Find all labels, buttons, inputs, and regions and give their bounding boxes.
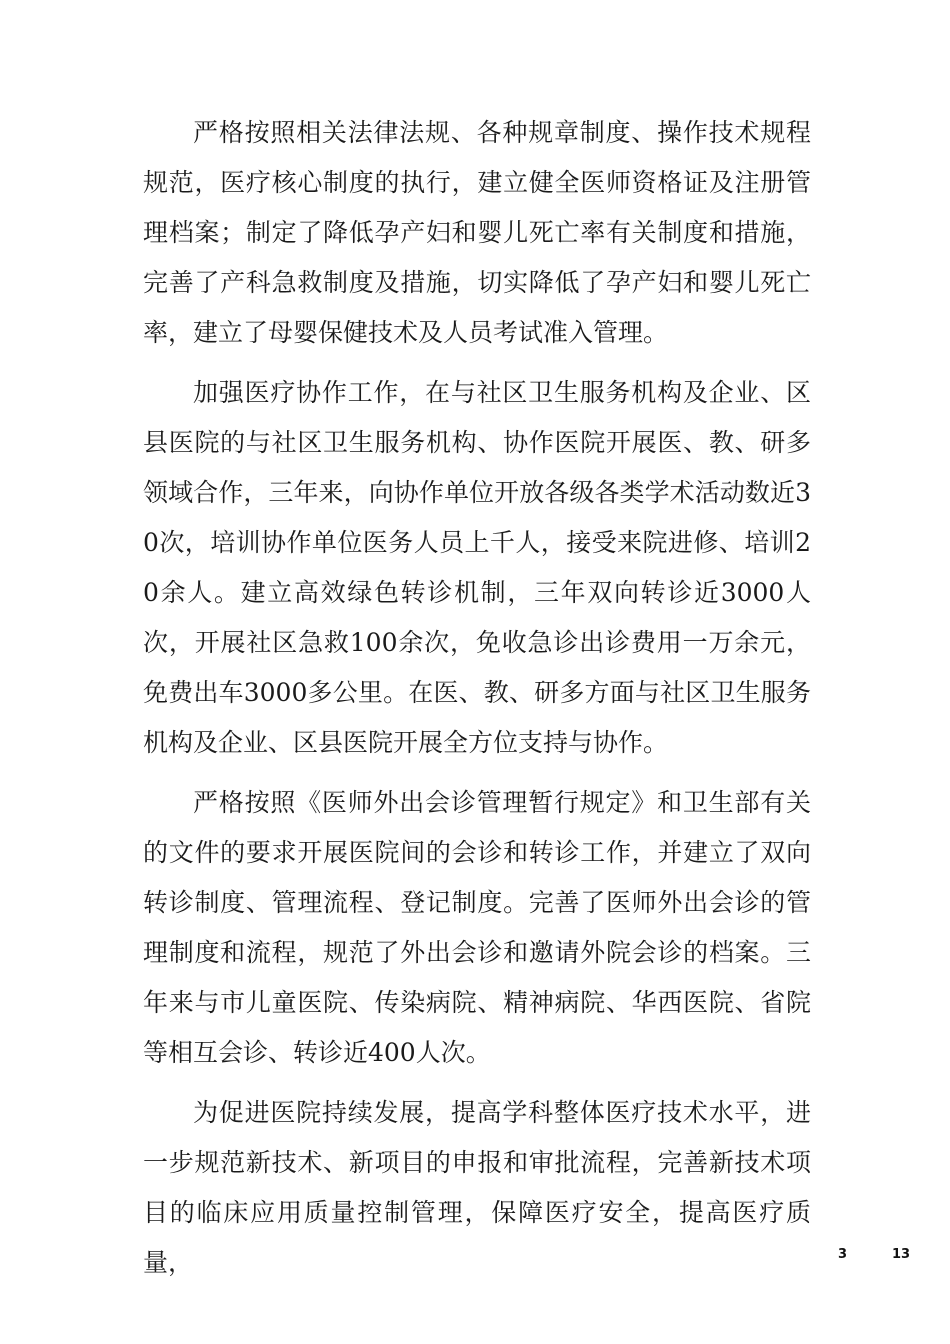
paragraph-new-technology: 为促进医院持续发展，提高学科整体医疗技术水平，进一步规范新技术、新项目的申报和审批流程，完善新技术项目的临床应用质量控制管理，保障医疗安全，提高医疗质量， [143,1098,811,1277]
paragraph-consultation: 严格按照《医师外出会诊管理暂行规定》和卫生部有关的文件的要求开展医院间的会诊和转诊工作，并建立了双向转诊制度、管理流程、登记制度。完善了医师外出会诊的管理制度和流程，规范了外出会诊和邀请外院会诊的档案。三年来与市儿童医院、传染病院、精神病院、华西医院、省院等相互会诊、转诊近400人次。 [143,788,811,1067]
total-pages: 13 [892,1247,911,1262]
paragraph-medical-cooperation: 加强医疗协作工作，在与社区卫生服务机构及企业、区县医院的与社区卫生服务机构、协作医院开展医、教、研多领域合作，三年来，向协作单位开放各级各类学术活动数近30次，培训协作单位医务人员上千人，接受来院进修、培训20余人。建立高效绿色转诊机制，三年双向转诊近3000人次，开展社区急救100余次，免收急诊出诊费用一万余元，免费出车3000多公里。在医、教、研多方面与社区卫生服务机构及企业、区县医院开展全方位支持与协作。 [143,378,811,757]
paragraph-regulations: 严格按照相关法律法规、各种规章制度、操作技术规程规范，医疗核心制度的执行，建立健全医师资格证及注册管理档案；制定了降低孕产妇和婴儿死亡率有关制度和措施，完善了产科急救制度及措施，切实降低了孕产妇和婴儿死亡率，建立了母婴保健技术及人员考试准入管理。 [143,118,811,347]
page-number: 3 [838,1247,848,1262]
document-body [143,108,811,1298]
